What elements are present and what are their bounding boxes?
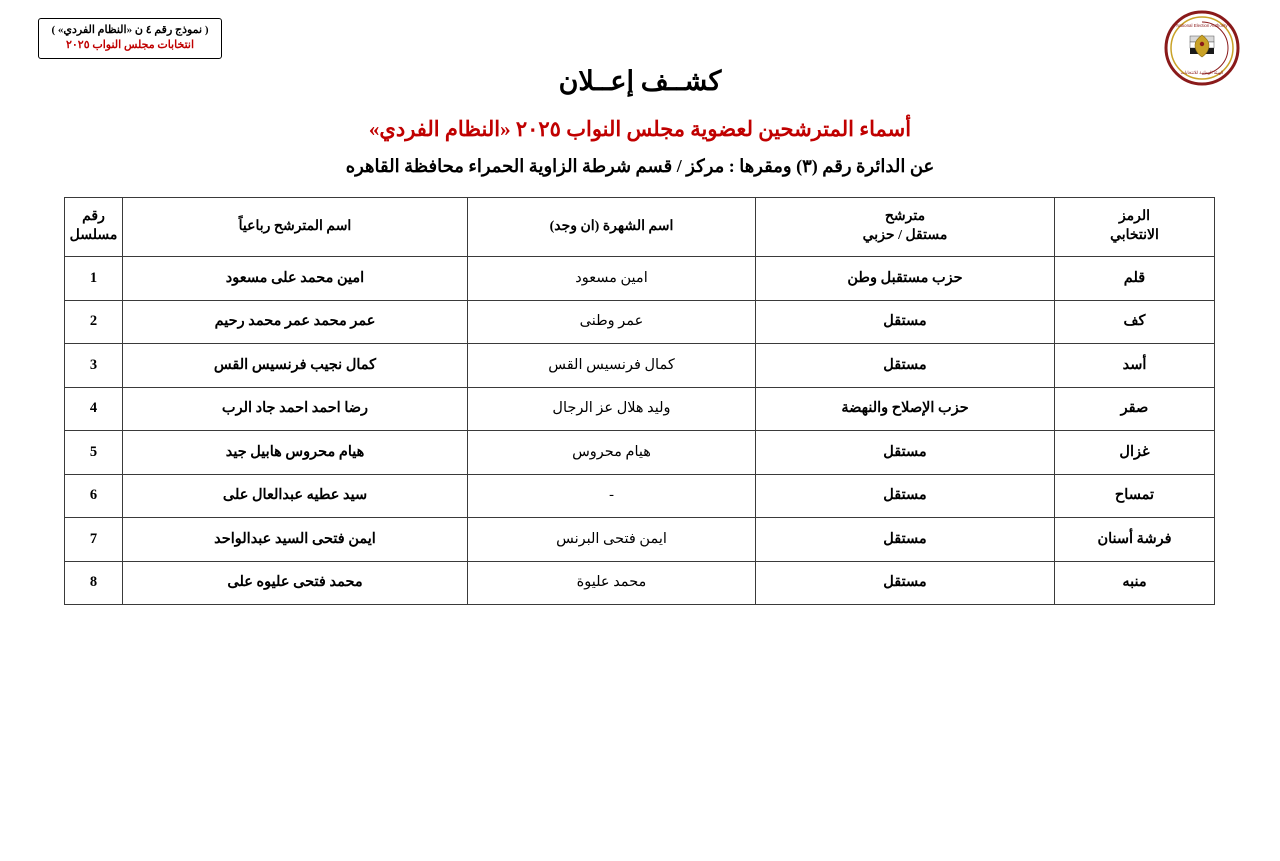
cell-serial: 7 [65,518,123,562]
cell-symbol: تمساح [1055,474,1215,518]
cell-fame: عمر وطنى [468,300,756,344]
cell-serial: 4 [65,387,123,431]
cell-symbol: أسد [1055,344,1215,388]
cell-serial: 2 [65,300,123,344]
candidates-table [64,197,1215,605]
table-row [65,257,1215,301]
cell-symbol: منبه [1055,561,1215,605]
cell-name: هيام محروس هابيل جيد [123,431,468,475]
svg-text:National Election Authority: National Election Authority [1176,23,1228,28]
cell-fame: ايمن فتحى البرنس [468,518,756,562]
form-code-box [38,18,222,59]
column-header-party-line1: مترشح [884,209,926,225]
cell-name: عمر محمد عمر محمد رحيم [123,300,468,344]
cell-fame: هيام محروس [468,431,756,475]
column-header-serial-line1: رقم [82,209,105,225]
form-code-line-1: ( نموذج رقم ٤ ن «النظام الفردي» ) [51,24,209,36]
table-row [65,561,1215,605]
cell-fame: - [468,474,756,518]
column-header-party [756,198,1055,257]
cell-symbol: قلم [1055,257,1215,301]
column-header-symbol-line1: الرمز [1118,209,1151,225]
cell-party: حزب الإصلاح والنهضة [756,387,1055,431]
cell-name: سيد عطيه عبدالعال على [123,474,468,518]
cell-party: مستقل [756,344,1055,388]
cell-party: مستقل [756,431,1055,475]
table-row [65,474,1215,518]
cell-serial: 5 [65,431,123,475]
cell-serial: 8 [65,561,123,605]
cell-symbol: كف [1055,300,1215,344]
table-row [65,387,1215,431]
page-subtitle: أسماء المترشحين لعضوية مجلس النواب ٢٠٢٥ «النظام الفردي» [368,117,912,141]
column-header-symbol-line2: الانتخابي [1110,228,1159,243]
cell-fame: وليد هلال عز الرجال [468,387,756,431]
cell-party: مستقل [756,518,1055,562]
cell-symbol: فرشة أسنان [1055,518,1215,562]
table-row [65,431,1215,475]
column-header-party-line2: مستقل / حزبي [862,228,948,243]
cell-name: محمد فتحى عليوه على [123,561,468,605]
cell-name: ايمن فتحى السيد عبدالواحد [123,518,468,562]
cell-fame: محمد عليوة [468,561,756,605]
cell-party: حزب مستقبل وطن [756,257,1055,301]
page-title: كشــف إعــلان [558,66,722,96]
candidates-table-container [65,197,1215,605]
column-header-symbol [1055,198,1215,257]
column-header-serial-line2: مسلسل [69,228,118,243]
table-row [65,344,1215,388]
cell-party: مستقل [756,561,1055,605]
cell-name: امين محمد على مسعود [123,257,468,301]
column-header-serial [65,198,123,257]
district-line: عن الدائرة رقم (٣) ومقرها : مركز / قسم شرطة الزاوية الحمراء محافظة القاهره [345,156,935,176]
table-header-row [65,198,1215,257]
cell-name: كمال نجيب فرنسيس القس [123,344,468,388]
cell-name: رضا احمد احمد جاد الرب [123,387,468,431]
svg-text:الهيئة الوطنية للانتخابات: الهيئة الوطنية للانتخابات [1180,70,1224,75]
cell-serial: 1 [65,257,123,301]
cell-serial: 6 [65,474,123,518]
table-row [65,300,1215,344]
column-header-fame [468,198,756,257]
form-code-line-2: انتخابات مجلس النواب ٢٠٢٥ [65,38,195,51]
column-header-fame-line1: اسم الشهرة (ان وجد) [549,218,674,234]
column-header-name [123,198,468,257]
cell-symbol: صقر [1055,387,1215,431]
cell-fame: امين مسعود [468,257,756,301]
cell-party: مستقل [756,300,1055,344]
cell-party: مستقل [756,474,1055,518]
column-header-name-line1: اسم المترشح رباعياً [238,218,352,234]
cell-symbol: غزال [1055,431,1215,475]
cell-fame: كمال فرنسيس القس [468,344,756,388]
cell-serial: 3 [65,344,123,388]
table-row [65,518,1215,562]
